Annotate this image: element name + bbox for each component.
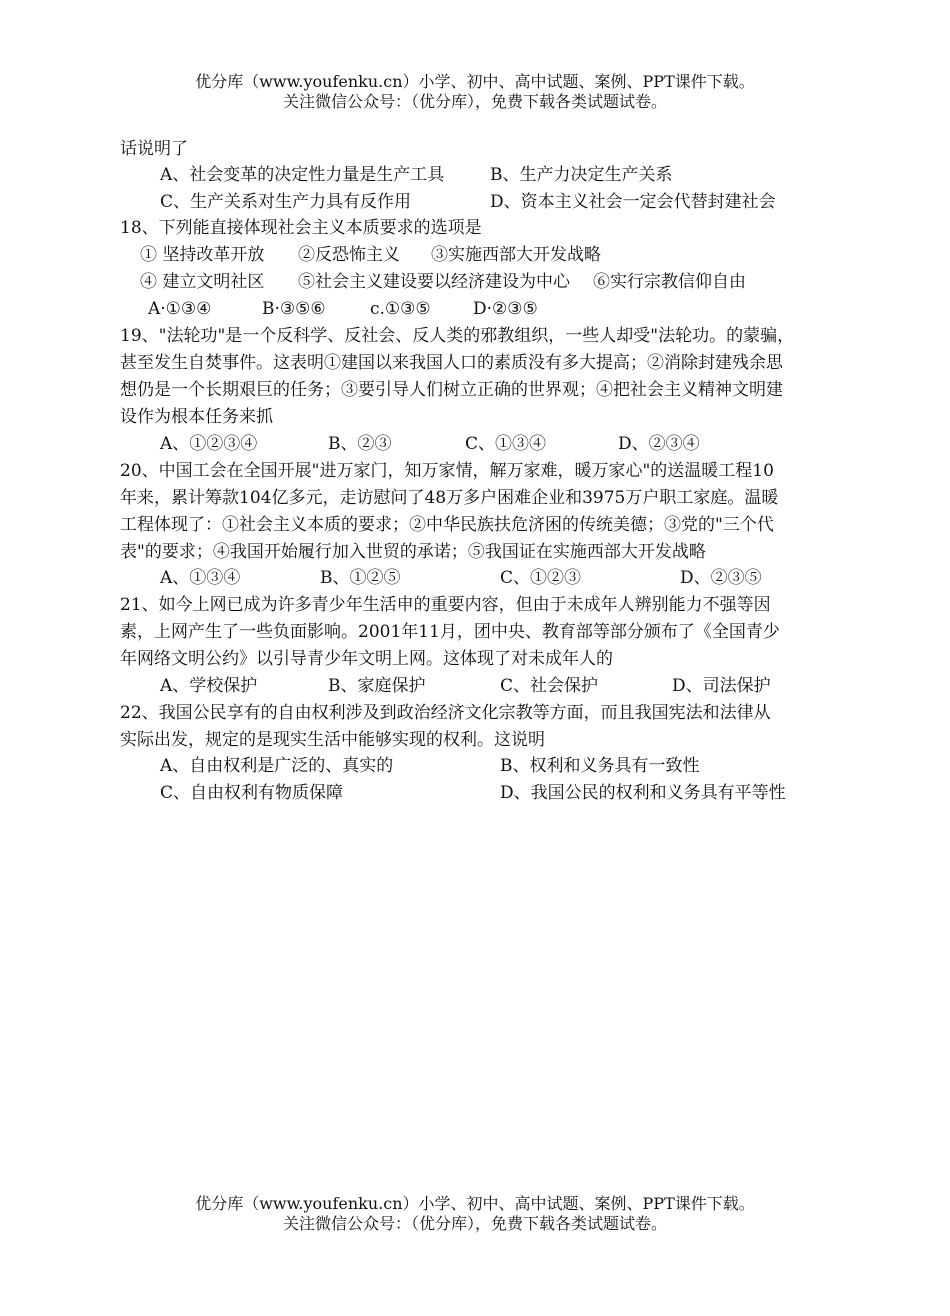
q19-option-b: B、②③ bbox=[328, 434, 392, 454]
q18-item-1: ① 坚持改革开放 bbox=[140, 245, 265, 265]
q22-option-c: C、自由权利有物质保障 bbox=[160, 783, 344, 803]
q20-option-d: D、②③⑤ bbox=[680, 568, 762, 588]
q18-option-a: A·①③④ bbox=[148, 299, 212, 319]
footer-line-1: 优分库（www.youfenku.cn）小学、初中、高中试题、案例、PPT课件下载。 bbox=[195, 1194, 755, 1213]
q21-option-b: B、家庭保护 bbox=[328, 676, 426, 696]
q21-stem-line-1: 21、如今上网已成为许多青少年生活申的重要内容，但由于未成年人辨别能力不强等因 bbox=[120, 595, 771, 615]
q17-option-b: B、生产力决定生产关系 bbox=[490, 165, 673, 185]
q21-option-c: C、社会保护 bbox=[500, 676, 599, 696]
q20-stem-line-2: 年来，累计筹款104亿多元，走访慰问了48万多户困难企业和3975万户职工家庭。温暖 bbox=[120, 488, 779, 508]
q22-option-a: A、自由权利是广泛的、真实的 bbox=[160, 756, 394, 776]
q22-stem-line-1: 22、我国公民享有的自由权利涉及到政治经济文化宗教等方面，而且我国宪法和法律从 bbox=[120, 703, 771, 723]
q20-stem-line-3: 工程体现了：①社会主义本质的要求；②中华民族扶危济困的传统美德；③党的"三个代 bbox=[120, 515, 774, 535]
q18-item-6: ⑥实行宗教信仰自由 bbox=[593, 272, 746, 292]
q21-option-d: D、司法保护 bbox=[672, 676, 771, 696]
q21-stem-line-3: 年网络文明公约》以引导青少年文明上网。这体现了对未成年人的 bbox=[120, 649, 613, 669]
q19-stem-line-4: 设作为根本任务来抓 bbox=[120, 407, 273, 427]
q22-option-d: D、我国公民的权利和义务具有平等性 bbox=[500, 783, 786, 803]
footer-line-2: 关注微信公众号：（优分库），免费下载各类试题试卷。 bbox=[282, 1214, 667, 1233]
q17-option-c: C、生产关系对生产力具有反作用 bbox=[160, 192, 412, 212]
q21-stem-line-2: 素，上网产生了一些负面影响。2001年11月，团中央、教育部等部分颁布了《全国青少 bbox=[120, 622, 780, 642]
q17-option-d: D、资本主义社会一定会代替封建社会 bbox=[490, 192, 776, 212]
page-footer bbox=[0, 1194, 950, 1234]
q20-stem-line-1: 20、中国工会在全国开展"进万家门，知万家情，解万家难，暖万家心"的送温暖工程10 bbox=[120, 461, 774, 481]
q18-stem: 18、下列能直接体现社会主义本质要求的选项是 bbox=[120, 218, 482, 238]
q21-option-a: A、学校保护 bbox=[160, 676, 258, 696]
q19-option-d: D、②③④ bbox=[618, 434, 700, 454]
header-line-2: 关注微信公众号：（优分库），免费下载各类试题试卷。 bbox=[282, 92, 667, 111]
q19-stem-line-3: 想仍是一个长期艰巨的任务；③要引导人们树立正确的世界观；④把社会主义精神文明建 bbox=[120, 380, 783, 400]
header-line-1: 优分库（www.youfenku.cn）小学、初中、高中试题、案例、PPT课件下载。 bbox=[195, 72, 755, 91]
q22-stem-line-2: 实际出发，规定的是现实生活中能够实现的权利。这说明 bbox=[120, 730, 545, 750]
q17-stem-tail: 话说明了 bbox=[120, 139, 188, 159]
q19-stem-line-1: 19、"法轮功"是一个反科学、反社会、反人类的邪教组织，一些人却受"法轮功。的蒙骗， bbox=[120, 326, 795, 346]
q20-option-c: C、①②③ bbox=[500, 568, 582, 588]
q19-option-a: A、①②③④ bbox=[160, 434, 258, 454]
q18-item-5: ⑤社会主义建设要以经济建设为中心 bbox=[298, 272, 570, 292]
q18-option-c: c.①③⑤ bbox=[370, 299, 431, 319]
q18-item-3: ③实施西部大开发战略 bbox=[431, 245, 601, 265]
q20-option-b: B、①②⑤ bbox=[320, 568, 401, 588]
q18-option-b: B·③⑤⑥ bbox=[262, 299, 326, 319]
q17-option-a: A、社会变革的决定性力量是生产工具 bbox=[160, 165, 445, 185]
q20-stem-line-4: 表"的要求；④我国开始履行加入世贸的承诺；⑤我国证在实施西部大开发战略 bbox=[120, 542, 706, 562]
q19-option-c: C、①③④ bbox=[465, 434, 547, 454]
page-header bbox=[0, 72, 950, 112]
q18-option-d: D·②③⑤ bbox=[473, 299, 538, 319]
q20-option-a: A、①③④ bbox=[160, 568, 241, 588]
q22-option-b: B、权利和义务具有一致性 bbox=[500, 756, 700, 776]
q18-item-2: ②反恐怖主义 bbox=[298, 245, 400, 265]
q19-stem-line-2: 甚至发生自焚事件。这表明①建国以来我国人口的素质没有多大提高；②消除封建残余思 bbox=[120, 353, 783, 373]
q18-item-4: ④ 建立文明社区 bbox=[140, 272, 265, 292]
